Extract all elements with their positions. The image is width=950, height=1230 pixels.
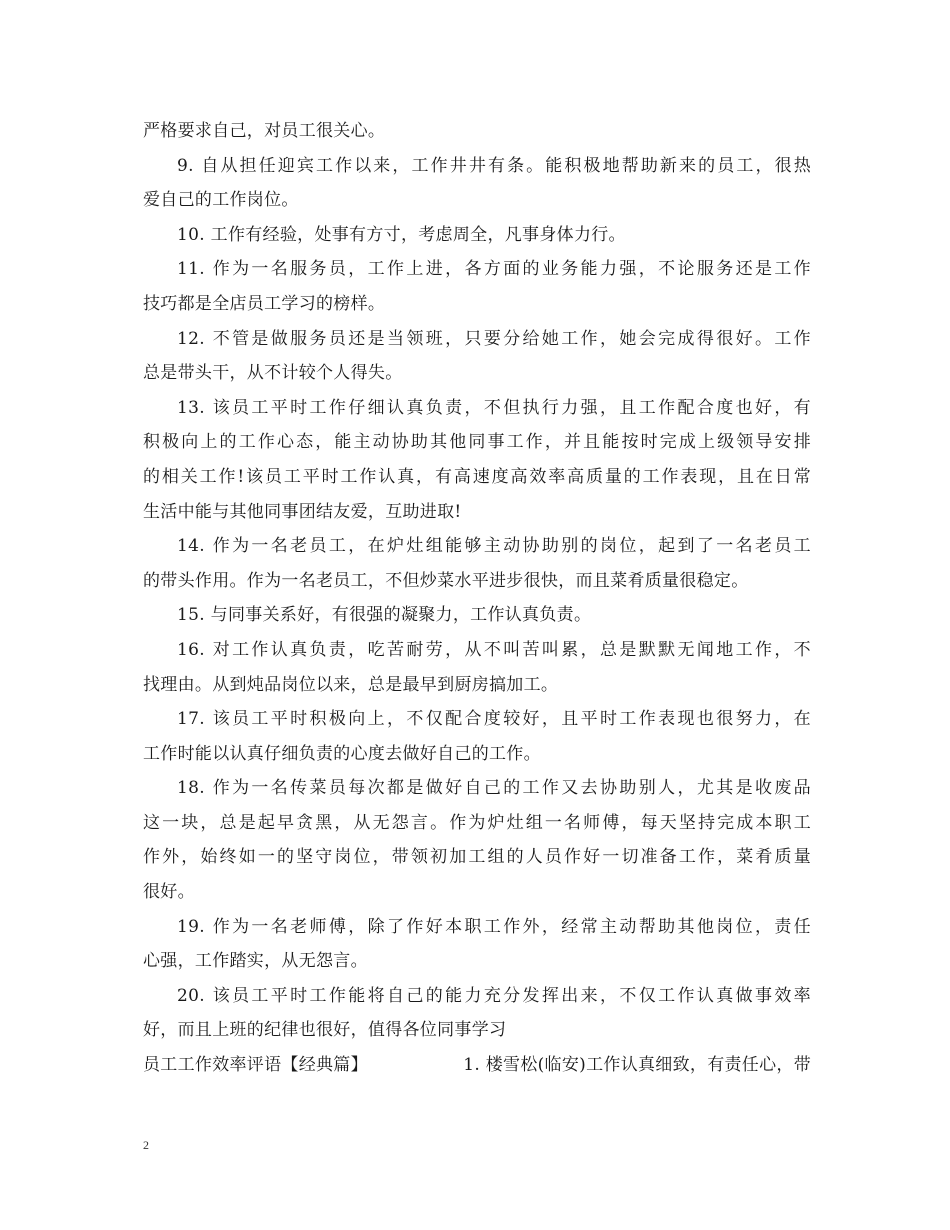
paragraph-line: 作外，始终如一的坚守岗位，带领初加工组的人员作好一切准备工作，菜肴质量 [143, 847, 811, 868]
paragraph-line: 爱自己的工作岗位。 [143, 190, 299, 211]
paragraph-line: 这一块，总是起早贪黑，从无怨言。作为炉灶组一名师傅，每天坚持完成本职工 [143, 812, 811, 833]
section-heading: 员工工作效率评语【经典篇】 [143, 1055, 368, 1076]
paragraph-line: 找理由。从到炖品岗位以来，总是最早到厨房搞加工。 [143, 674, 559, 695]
paragraph-line: 严格要求自己，对员工很关心。 [143, 121, 386, 141]
page-number: 2 [143, 1138, 149, 1152]
paragraph-line: 11. 作为一名服务员，工作上进，各方面的业务能力强，不论服务还是工作 [177, 259, 811, 280]
section-heading-line [143, 1048, 811, 1083]
paragraph-line: 的带头作用。作为一名老员工，不但炒菜水平进步很快，而且菜肴质量很稳定。 [143, 570, 749, 591]
paragraph-line: 总是带头干，从不计较个人得失。 [143, 363, 403, 384]
paragraph-line: 生活中能与其他同事团结友爱，互助进取! [143, 501, 462, 522]
paragraph-line: 10. 工作有经验，处事有方寸，考虑周全，凡事身体力行。 [177, 224, 626, 245]
paragraph-line: 很好。 [143, 882, 195, 903]
paragraph-line: 工作时能以认真仔细负责的心度去做好自己的工作。 [143, 743, 541, 764]
paragraph-line: 积极向上的工作心态，能主动协助其他同事工作，并且能按时完成上级领导安排 [143, 432, 811, 453]
paragraph-line: 16. 对工作认真负责，吃苦耐劳，从不叫苦叫累，总是默默无闻地工作，不 [177, 639, 811, 660]
paragraph-line: 9. 自从担任迎宾工作以来，工作井井有条。能积极地帮助新来的员工，很热 [177, 155, 811, 176]
paragraph-line: 13. 该员工平时工作仔细认真负责，不但执行力强，且工作配合度也好，有 [177, 397, 811, 418]
paragraph-line: 技巧都是全店员工学习的榜样。 [143, 293, 386, 314]
paragraph-line: 好，而且上班的纪律也很好，值得各位同事学习 [143, 1020, 507, 1041]
paragraph-line: 12. 不管是做服务员还是当领班，只要分给她工作，她会完成得很好。工作 [177, 328, 811, 349]
paragraph-line: 的相关工作!该员工平时工作认真，有高速度高效率高质量的工作表现，且在日常 [143, 466, 811, 487]
paragraph-line: 20. 该员工平时工作能将自己的能力充分发挥出来，不仅工作认真做事效率 [177, 985, 811, 1006]
paragraph-line: 心强，工作踏实，从无怨言。 [143, 951, 368, 972]
section-first-item: 1. 楼雪松(临安)工作认真细致，有责任心，带 [463, 1055, 811, 1076]
body-text [143, 114, 811, 1083]
paragraph-line: 14. 作为一名老员工，在炉灶组能够主动协助别的岗位，起到了一名老员工 [177, 536, 811, 557]
paragraph-line: 19. 作为一名老师傅，除了作好本职工作外，经常主动帮助其他岗位，责任 [177, 916, 811, 937]
paragraph-line: 17. 该员工平时积极向上，不仅配合度较好，且平时工作表现也很努力，在 [177, 709, 811, 730]
paragraph-line: 15. 与同事关系好，有很强的凝聚力，工作认真负责。 [177, 605, 592, 626]
paragraph-line: 18. 作为一名传菜员每次都是做好自己的工作又去协助别人，尤其是收废品 [177, 778, 811, 799]
